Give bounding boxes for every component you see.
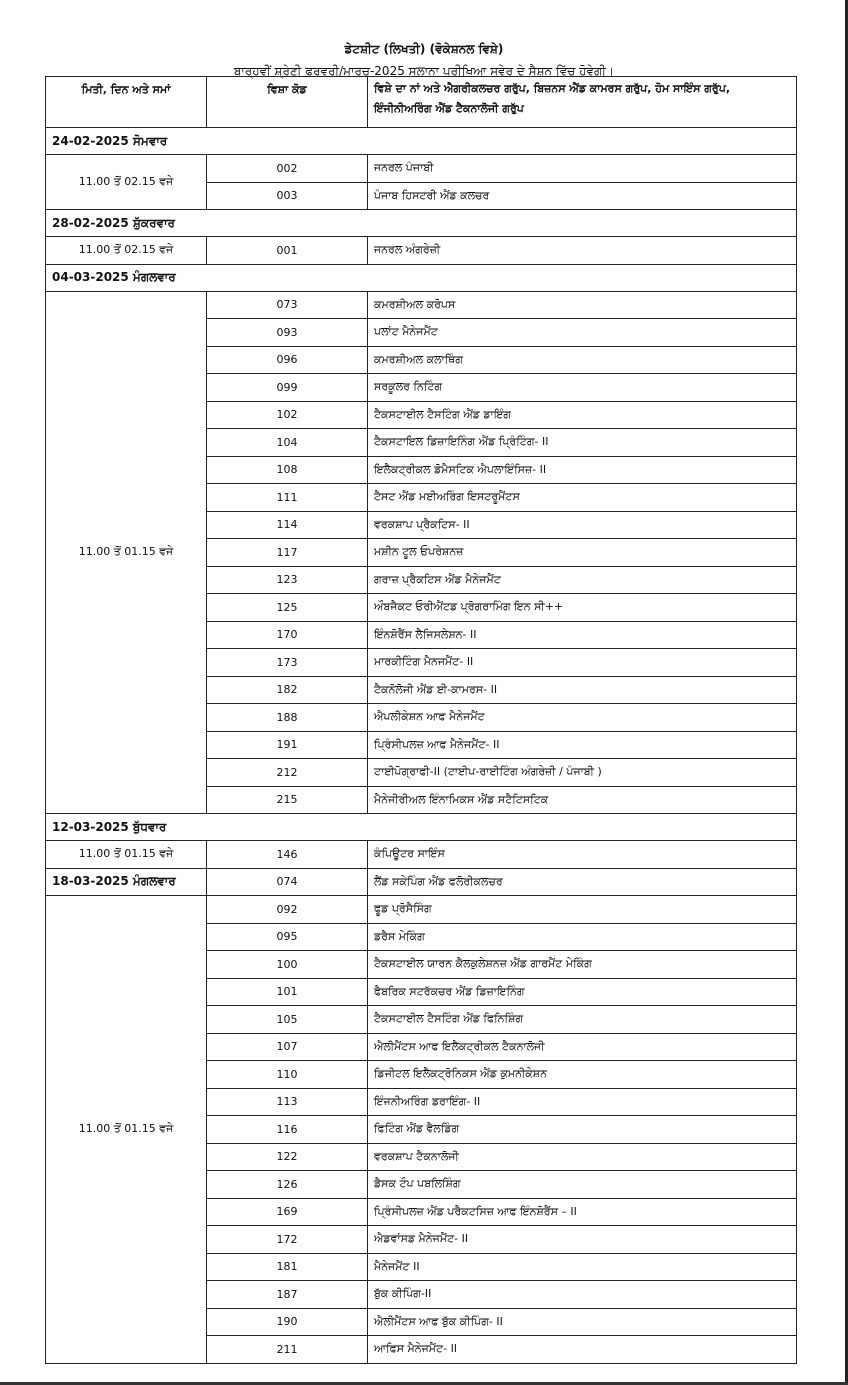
subject-name: ਬੁੱਕ ਕੀਪਿੰਗ-II	[368, 1281, 797, 1309]
subject-code: 187	[207, 1281, 368, 1309]
subject-name: ਇਲੈਕਟ੍ਰੀਕਲ ਡੋਮੈਸਟਿਕ ਐਪਲਾਇੰਸਿਜ਼- II	[368, 456, 797, 484]
subject-code: 122	[207, 1143, 368, 1171]
subject-name: ਟੈਸਟ ਐਂਡ ਮਈਅਰਿੰਗ ਇਸਟਰੂਮੈਂਟਸ	[368, 484, 797, 512]
subject-code: 114	[207, 511, 368, 539]
subject-name: ਡੈਸਕ ਟੌਪ ਪਬਲਿਸ਼ਿੰਗ	[368, 1171, 797, 1199]
exam-time: 11.00 ਤੋਂ 02.15 ਵਜੇ	[46, 237, 207, 265]
subject-name: ਇੰਨਸ਼ੋਰੈਂਸ ਲੈਜਿਸਲੇਸ਼ਨ- II	[368, 621, 797, 649]
subject-code: 101	[207, 978, 368, 1006]
header-date-time: ਮਿਤੀ, ਦਿਨ ਅਤੇ ਸਮਾਂ	[46, 77, 207, 128]
subject-code: 100	[207, 951, 368, 979]
subject-name: ਮਾਰਕੀਟਿੰਗ ਮੈਨਜਮੈਂਟ- II	[368, 649, 797, 677]
subject-name: ਟੈਕਸਟਾਈਲ ਟੈਸਟਿੰਗ ਐਂਡ ਡਾਇੰਗ	[368, 401, 797, 429]
subject-name: ਪੰਜਾਬ ਹਿਸਟਰੀ ਐਂਡ ਕਲਚਰ	[368, 182, 797, 210]
subject-name: ਫੈਬਰਿਕ ਸਟਰੱਕਚਰ ਐਂਡ ਡਿਜ਼ਾਇਨਿੰਗ	[368, 978, 797, 1006]
subject-code: 212	[207, 759, 368, 787]
subject-code: 126	[207, 1171, 368, 1199]
header-row	[46, 77, 797, 128]
subject-code: 073	[207, 291, 368, 319]
table-row	[46, 896, 797, 924]
subject-code: 190	[207, 1308, 368, 1336]
exam-date: 28-02-2025 ਸ਼ੁੱਕਰਵਾਰ	[46, 210, 797, 237]
subject-code: 211	[207, 1336, 368, 1364]
datesheet-table	[45, 76, 797, 1364]
subject-name: ਕਮਰਸ਼ੀਅਲ ਕਰੋਪਸ	[368, 291, 797, 319]
subject-code: 169	[207, 1198, 368, 1226]
subject-name: ਡਿਜੀਟਲ ਇਲੈਕਟ੍ਰੋਨਿਕਸ ਐਂਡ ਕੁਮਨੀਕੇਸ਼ਨ	[368, 1061, 797, 1089]
subject-code: 116	[207, 1116, 368, 1144]
subject-code: 188	[207, 704, 368, 732]
subject-code: 215	[207, 786, 368, 814]
table-row	[46, 237, 797, 265]
subject-code: 002	[207, 155, 368, 183]
subject-name: ਟੈਕਸਟਾਈਲ ਯਾਰਨ ਕੈਲਕੁਲੇਸ਼ਨਜ਼ ਐਂਡ ਗਾਰਮੈਂਟ ਮੇਕਿੰਗ	[368, 951, 797, 979]
subject-name: ਪ੍ਰਿੰਸੀਪਲਜ਼ ਆਫ ਮੈਨੇਜਮੈਂਟ- II	[368, 731, 797, 759]
subject-code: 146	[207, 841, 368, 869]
exam-date: 24-02-2025 ਸੋਮਵਾਰ	[46, 128, 797, 155]
subject-code: 104	[207, 429, 368, 457]
subject-name: ਟਾਈਪੋਗ੍ਰਾਫੀ-II (ਟਾਈਪ-ਰਾਈਟਿੰਗ ਅੰਗਰੇਜ਼ੀ / ਪੰਜਾਬੀ )	[368, 759, 797, 787]
subject-code: 173	[207, 649, 368, 677]
exam-time: 11.00 ਤੋਂ 02.15 ਵਜੇ	[46, 155, 207, 210]
subject-code: 105	[207, 1006, 368, 1034]
date-row	[46, 814, 797, 841]
subject-code: 003	[207, 182, 368, 210]
exam-time: 11.00 ਤੋਂ 01.15 ਵਜੇ	[46, 841, 207, 869]
subject-name: ਕਮਰਸ਼ੀਅਲ ਕਲਾਥਿੰਗ	[368, 346, 797, 374]
date-row	[46, 128, 797, 155]
subject-code: 093	[207, 319, 368, 347]
subject-name: ਟੈਕਸਟਾਇਲ ਡਿਜ਼ਾਇਨਿੰਗ ਐਂਡ ਪ੍ਰਿੰਟਿੰਗ- II	[368, 429, 797, 457]
exam-time: 11.00 ਤੋਂ 01.15 ਵਜੇ	[46, 896, 207, 1364]
subject-code: 182	[207, 676, 368, 704]
subject-code: 170	[207, 621, 368, 649]
subject-code: 125	[207, 594, 368, 622]
date-row	[46, 264, 797, 291]
subject-code: 099	[207, 374, 368, 402]
subject-name: ਲੈਂਡ ਸਕੇਪਿੰਗ ਐਂਡ ਫਲੋਰੀਕਲਚਰ	[368, 868, 797, 896]
subject-name: ਜਨਰਲ ਅੰਗਰੇਜ਼ੀ	[368, 237, 797, 265]
table-row	[46, 841, 797, 869]
subject-name: ਵਰਕਸ਼ਾਪ ਪ੍ਰੈਕਟਿਸ- II	[368, 511, 797, 539]
subject-name: ਸਰਕੂਲਰ ਨਿਟਿੰਗ	[368, 374, 797, 402]
subject-name: ਪਲਾਂਟ ਮੈਨੇਜਮੈਂਟ	[368, 319, 797, 347]
subject-code: 092	[207, 896, 368, 924]
subject-code: 110	[207, 1061, 368, 1089]
subject-name: ਐਡਵਾਂਸਡ ਮੈਨੇਜਮੈਂਟ- II	[368, 1226, 797, 1254]
exam-date: 04-03-2025 ਮੰਗਲਵਾਰ	[46, 264, 797, 291]
subject-name: ਵਰਕਸ਼ਾਪ ਟੈਕਨਾਲੋਜੀ	[368, 1143, 797, 1171]
subject-code: 095	[207, 923, 368, 951]
page-title: ਡੇਟਸ਼ੀਟ (ਲਿਖਤੀ) (ਵੋਕੇਸ਼ਨਲ ਵਿਸ਼ੇ)	[344, 42, 504, 56]
subject-code: 123	[207, 566, 368, 594]
subject-name: ਫਿਟਿੰਗ ਐਂਡ ਵੈਲਡਿੰਗ	[368, 1116, 797, 1144]
subject-code: 102	[207, 401, 368, 429]
subject-name: ਟੈਕਸਟਾਈਲ ਟੈਸਟਿੰਗ ਐਂਡ ਫਿਨਿਸ਼ਿੰਗ	[368, 1006, 797, 1034]
date-row	[46, 210, 797, 237]
subject-code: 111	[207, 484, 368, 512]
page-subtitle: ਬਾਰ੍ਹਵੀਂ ਸ਼੍ਰੇਣੀ ਫਰਵਰੀ/ਮਾਰਚ-2025 ਸਲਾਨਾ ਪਰੀਖਿਆ ਸਵੇਰ ਦੇ ਸੈਸ਼ਨ ਵਿੱਚ ਹੋਵੇਗੀ।	[233, 64, 615, 78]
subject-name: ਗਰਾਜ਼ ਪ੍ਰੈਕਟਿਸ ਐਂਡ ਮੈਨੇਜਮੈਂਟ	[368, 566, 797, 594]
subject-name: ਔਬਜੈਕਟ ਓਰੀਐਂਟਡ ਪ੍ਰੋਗਰਾਮਿੰਗ ਇਨ ਸੀ++	[368, 594, 797, 622]
subject-name: ਫੂਡ ਪ੍ਰੋਸੈਸਿੰਗ	[368, 896, 797, 924]
subject-name: ਪ੍ਰਿੰਸੀਪਲਜ਼ ਐਂਡ ਪਰੈਕਟਸਿਜ਼ ਆਫ ਇੰਨਸ਼ੋਰੈਂਸ – II	[368, 1198, 797, 1226]
subject-name: ਇੰਜਨੀਅਰਿੰਗ ਡਰਾਇੰਗ- II	[368, 1088, 797, 1116]
subject-name: ਐਪਲੀਕੇਸ਼ਨ ਆਫ ਮੈਨੇਜਮੈਂਟ	[368, 704, 797, 732]
datesheet-body	[46, 128, 797, 1364]
subject-name: ਕੰਪਿਊਟਰ ਸਾਇੰਸ	[368, 841, 797, 869]
subject-code: 113	[207, 1088, 368, 1116]
exam-date: 18-03-2025 ਮੰਗਲਵਾਰ	[46, 868, 207, 896]
table-row	[46, 155, 797, 183]
subject-code: 001	[207, 237, 368, 265]
subject-name: ਜਨਰਲ ਪੰਜਾਬੀ	[368, 155, 797, 183]
table-row	[46, 291, 797, 319]
subject-name: ਮਸ਼ੀਨ ਟੂਲ ਓਪਰੇਸ਼ਨਜ਼	[368, 539, 797, 567]
subject-name: ਐਲੀਮੈਂਟਸ ਆਫ ਬੁੱਕ ਕੀਪਿੰਗ- II	[368, 1308, 797, 1336]
subject-name: ਟੈਕਨੋਲੋਜੀ ਐਂਡ ਈ-ਕਾਮਰਸ- II	[368, 676, 797, 704]
date-row	[46, 868, 797, 896]
subject-name: ਐਲੀਮੈਂਟਸ ਆਫ ਇਲੈਕਟ੍ਰੀਕਲ ਟੈਕਨਾਲੋਜੀ	[368, 1033, 797, 1061]
subject-code: 181	[207, 1253, 368, 1281]
subject-name: ਡਰੈਸ ਮੇਕਿੰਗ	[368, 923, 797, 951]
subject-code: 096	[207, 346, 368, 374]
exam-date: 12-03-2025 ਬੁੱਧਵਾਰ	[46, 814, 797, 841]
header-subject: ਵਿਸ਼ੇ ਦਾ ਨਾਂ ਅਤੇ ਐਗਰੀਕਲਚਰ ਗਰੁੱਪ, ਬਿਜ਼ਨਸ ਐਂਡ ਕਾਮਰਸ ਗਰੁੱਪ, ਹੋਮ ਸਾਇੰਸ ਗਰੁੱਪ, ਇੰਜੀਨੀਅਰਿੰਗ ਐਂਡ ਟੈਕਨਾਲੋਜੀ ਗਰੁੱਪ	[368, 77, 797, 128]
subject-name: ਮੈਨੇਜਮੈਂਟ II	[368, 1253, 797, 1281]
subject-code: 117	[207, 539, 368, 567]
subject-code: 191	[207, 731, 368, 759]
subject-code: 107	[207, 1033, 368, 1061]
subject-code: 108	[207, 456, 368, 484]
header-code: ਵਿਸ਼ਾ ਕੋਡ	[207, 77, 368, 128]
exam-time: 11.00 ਤੋਂ 01.15 ਵਜੇ	[46, 291, 207, 814]
subject-code: 172	[207, 1226, 368, 1254]
subject-code: 074	[207, 868, 368, 896]
subject-name: ਆਫਿਸ ਮੈਨੇਜਮੈਂਟ- II	[368, 1336, 797, 1364]
subject-name: ਮੈਨੇਜੀਰੀਅਲ ਇੰਨਾਮਿਕਸ ਐਂਡ ਸਟੈਟਿਸਟਿਕ	[368, 786, 797, 814]
